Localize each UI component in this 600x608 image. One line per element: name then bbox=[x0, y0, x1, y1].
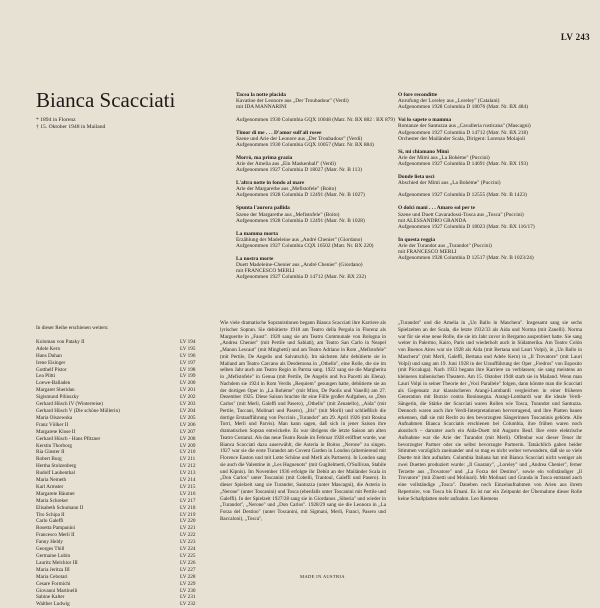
series-item bbox=[36, 353, 208, 360]
series-catalog-number: LV 212 bbox=[180, 463, 196, 470]
series-catalog-number: LV 210 bbox=[180, 449, 196, 456]
series-catalog-number: LV 221 bbox=[180, 525, 196, 532]
series-item bbox=[36, 429, 208, 436]
track-detail-line: Anrufung der Loreley aus „Loreley" (Catalani) bbox=[398, 98, 500, 105]
track-detail-line: Kavatine der Leonore aus „Der Troubadour" (Verdi) bbox=[236, 98, 349, 105]
series-item bbox=[36, 436, 208, 443]
track-detail-line: Aufgenommen 1930 Columbia GQX 10048 (Matr. Nr. BX 882 : BX 879) bbox=[236, 116, 395, 123]
artist-dates bbox=[36, 117, 105, 131]
series-item bbox=[36, 339, 208, 346]
track-detail-line: Szene und Duett Cavaradossi-Tosca aus „Tosca" (Puccini) bbox=[398, 211, 524, 218]
series-artist: Kerstin Thorborg bbox=[36, 442, 72, 449]
series-artist: Rosetta Pampanini bbox=[36, 525, 76, 532]
series-catalog-number: LV 196 bbox=[180, 352, 196, 359]
series-artist: Maria Cebotari bbox=[36, 573, 68, 580]
series-item bbox=[36, 518, 208, 525]
track-detail-line: Aufgenommen 1928 Columbia D 12491 (Matr. Nr. B 1027) bbox=[236, 192, 365, 199]
series-catalog-number: LV 224 bbox=[180, 546, 196, 553]
track-detail-line: Romanze der Santuzza aus „Cavalleria rusticana" (Mascagni) bbox=[398, 123, 531, 130]
series-catalog-number: LV 222 bbox=[180, 532, 196, 539]
biography-text-1: Wie viele dramatische Sopranistinnen begann Bianca Scacciati ihre Karriere als lyrischer Sopran. Sie debütierte 1918 am Teatro della Pergola in Florenz als Marguerite in „Faust". 1920 sang sie am Teatro Communale von Bologna in „Andrea Chenier" (mit Pertile und Sabiati), am Teatro San Carlo in Neapel „Manon Lescaut" (mit Minghetti) und am Teatro Adriano in Rom „Mefistofele" (mit Pertile, De Angelis und Salvatschi). Im nächsten Jahr debütierte sie in Mailand am Teatro Carcano als Desdemona in „Othello", eine Rolle, die sie im selben Jahr auch am Teatro Regio in Parma sang. 1922 sang sie die Margherita in „Mefistofele" in Genua (mit Pertile, De Angelis und Iva Pacetti als Elena). Nachdem sie 1924 in Rom Verdis „Requiem" gesungen hatte, debütierte sie an der dortigen Oper in „La Bohème" (mit Mion, De Paolis und Vanelli) am 27. Dezember 1925. Diese Saison brachte ihr eine Fülle großer Aufgaben, so „Don Carlos" (mit Merli, Galeffi und Pasero), „Othello" (mit Zenatello), „Aida" (mit Pertile, Taccani, Molinari und Pasero), „Iris" (mit Morli) und schließlich die dortige Erstaufführung von Puccinis „Turandot" am 29. April 1926 (mit Rosina Torri, Merli und Parvis). Man kann sagen, daß sich in jener Saison ihre dramatischen Sopran entwickelte. Es war übrigens die letzte Saison am alten Teatro Costanzi. Als das neue Teatro Reale im Februar 1928 eröffnet wurde, war Bianca Scacciati dazu auserwählt, die Asteria in Boitos „Nerone" zu singen. 1927 war sie die erste Turandot am Covent Garden in London (alternierend mit Florence Easton und mit Lotte Schöne und Merli als Partnern). In London sang sie auch die Valentine in „Les Huguenots" (mit Guglielmetti, O'Sullivan, Stabile und Kipnis). Im November 1936 erfolgte ihr Debüt an der Mailänder Scala in „Don Carlos" unter Toscanini (mit Cobelli, Trantoul, Galeffi und Pasero). In dieser Spielzeit sang sie Turandot, Santuzza (unter Mascagni), die Asteria in „Nerone" (unter Toscanini) und Tosca (ebenfalls unter Toscanini mit Pertile und Galeffi). In der Spielzeit 1927/28 sang sie in Giordanos „Siberia" und wieder in „Turandot", „Nerone" und „Don Carlos". 1928/29 sang sie die Leonora in „La Forza del Destino" (unter Toscanini, mit Sigmani, Merli, Franci, Pasero und Baccaloni), „Tosca", bbox=[220, 320, 386, 522]
series-artist: Walther Ludwig bbox=[36, 601, 70, 608]
series-artist: Maria Schreker bbox=[36, 497, 69, 504]
track-entry bbox=[398, 205, 588, 230]
track-detail-line: Szene und Arie der Leonore aus „Der Troubadour" (Verdi) bbox=[236, 135, 363, 142]
series-catalog-number: LV 208 bbox=[180, 435, 196, 442]
track-detail-line: Szene der Margarethe aus „Mefistofele" (Boito) bbox=[236, 211, 340, 218]
track-detail-line: Aufgenommen 1928 Columbia D 12517 (Matr. Nr. B 1023/24) bbox=[398, 255, 534, 262]
series-catalog-number: LV 215 bbox=[180, 483, 196, 490]
track-entry bbox=[398, 174, 588, 199]
series-item bbox=[36, 387, 208, 394]
track-detail-line: mit IDA MANNARINI bbox=[236, 104, 287, 111]
series-item bbox=[36, 594, 208, 601]
series-catalog-number: LV 232 bbox=[180, 601, 196, 608]
series-catalog-number: LV 227 bbox=[180, 566, 196, 573]
series-item bbox=[36, 560, 208, 567]
track-detail-line: Aufgenommen 1927 Columbia CQX 16502 (Matr. Nr. BX 220) bbox=[236, 242, 374, 249]
series-artist: Gerhard Hüsch IV (Winterreise) bbox=[36, 401, 103, 408]
track-entry bbox=[398, 92, 588, 110]
track-detail-line: Duett Madeleine-Chenier aus „André Chenier" (Giordano) bbox=[236, 262, 363, 269]
series-item bbox=[36, 422, 208, 429]
series-item bbox=[36, 415, 208, 422]
series-artist: Sabine Kalter bbox=[36, 594, 65, 601]
track-title: Timor di me . . . D'amor sull'ali rosee bbox=[236, 129, 322, 136]
series-artist: Maria Olszewska bbox=[36, 414, 73, 421]
series-catalog-number: LV 216 bbox=[180, 490, 196, 497]
series-artist: Irene Eisinger bbox=[36, 359, 66, 366]
track-list-left bbox=[236, 92, 416, 287]
series-catalog-number: LV 228 bbox=[180, 573, 196, 580]
series-item bbox=[36, 477, 208, 484]
track-entry bbox=[398, 117, 588, 142]
series-artist: Karl Armster bbox=[36, 483, 64, 490]
track-detail-line: Arie der Mimì aus „La Bohème" (Puccini) bbox=[398, 154, 490, 161]
track-entry bbox=[236, 205, 416, 223]
series-artist: Maria Jeritza III bbox=[36, 566, 70, 573]
series-item bbox=[36, 505, 208, 512]
series-item bbox=[36, 380, 208, 387]
series-catalog-number: LV 230 bbox=[180, 587, 196, 594]
series-artist: Maria Nemeth bbox=[36, 477, 67, 484]
track-title: La mamma morta bbox=[236, 230, 278, 237]
series-artist: Rudolf Laubenthal bbox=[36, 470, 76, 477]
made-in-label: MADE IN AUSTRIA bbox=[300, 574, 345, 579]
series-artist: Georges Thill bbox=[36, 546, 65, 553]
track-detail-line: Orchester der Mailänder Scala, Dirigent: Lorenzo Molajoli bbox=[398, 135, 526, 142]
track-detail-line: Aufgenommen 1928 Columbia D 12491 (Matr. Nr. B 1028) bbox=[236, 217, 365, 224]
series-items bbox=[36, 339, 208, 608]
track-detail-line: mit FRANCESCO MERLI bbox=[398, 249, 457, 256]
series-catalog-number: LV 214 bbox=[180, 477, 196, 484]
track-detail-line: Aufgenommen 1927 Columbia D 18023 (Matr. Nr. BX 116/17) bbox=[398, 223, 535, 230]
series-artist: Koloman von Pataky II bbox=[36, 338, 85, 345]
track-detail-line: Arie der Amelia aus „Ein Maskenball" (Verdi) bbox=[236, 161, 336, 167]
series-item bbox=[36, 588, 208, 595]
track-detail-line: Aufgenommen 1928 Columbia D 18076 (Matr. Nr. BX 484) bbox=[398, 104, 528, 111]
series-item bbox=[36, 346, 208, 353]
track-entry bbox=[236, 155, 416, 173]
biography-text-2 bbox=[398, 320, 582, 502]
track-title: Sì, mi chiamano Mimì bbox=[398, 148, 449, 155]
series-artist: Franz Völker II bbox=[36, 421, 69, 428]
track-title: La nostra morte bbox=[236, 255, 274, 262]
series-catalog-number: LV 197 bbox=[180, 359, 196, 366]
track-detail-line: Aufgenommen 1927 Columbia D 14712 (Matr. Nr. BX 232) bbox=[236, 274, 366, 281]
biography-column-2 bbox=[398, 320, 582, 502]
series-item bbox=[36, 367, 208, 374]
track-title: O fore reconditte bbox=[398, 92, 438, 98]
track-title: Morrò, ma prima grazia bbox=[236, 154, 293, 161]
series-catalog-number: LV 209 bbox=[180, 442, 196, 449]
series-artist: Loewe-Balladen bbox=[36, 380, 71, 387]
series-artist: Sigismund Pilinszky bbox=[36, 394, 79, 401]
signature: Leo Riemens bbox=[470, 495, 499, 502]
series-item bbox=[36, 532, 208, 539]
series-catalog-number: LV 231 bbox=[180, 594, 196, 601]
series-catalog-number: LV 204 bbox=[180, 407, 196, 414]
series-catalog-number: LV 225 bbox=[180, 553, 196, 559]
series-item bbox=[36, 574, 208, 581]
series-catalog-number: LV 205 bbox=[180, 414, 196, 421]
track-entry bbox=[398, 149, 588, 167]
series-item bbox=[36, 443, 208, 450]
track-title: Tacea la notte placida bbox=[236, 92, 286, 98]
track-entry bbox=[236, 130, 416, 148]
biography-column-1 bbox=[220, 320, 386, 523]
series-artist: Lauritz Melchior III bbox=[36, 559, 78, 566]
track-title: O dolci mani . . . Amaro sol per te bbox=[398, 205, 476, 212]
birth-line: * 1894 in Florenz bbox=[36, 117, 76, 123]
series-artist: Tito Schipa II bbox=[36, 511, 65, 518]
track-detail-line: Arie der Turandot aus „Turandot" (Puccini) bbox=[398, 242, 492, 249]
series-artist: Gerhard Hüsch - Hans Pfitzner bbox=[36, 435, 101, 442]
series-list bbox=[36, 325, 208, 608]
series-artist: Carlo Galeffi bbox=[36, 518, 64, 525]
series-artist: Gotthelf Pistor bbox=[36, 366, 67, 373]
series-item bbox=[36, 525, 208, 532]
series-item bbox=[36, 360, 208, 367]
series-item bbox=[36, 449, 208, 456]
series-catalog-number: LV 223 bbox=[180, 539, 196, 546]
series-catalog-number: LV 200 bbox=[180, 380, 196, 387]
series-artist: Elisabeth Schumann II bbox=[36, 504, 84, 511]
series-catalog-number: LV 207 bbox=[180, 428, 196, 435]
series-artist: Margaret Sheridan bbox=[36, 387, 75, 394]
series-catalog-number: LV 203 bbox=[180, 401, 196, 408]
track-detail-line: Aufgenommen 1927 Columbia D 12555 (Matr. Nr. B 1423) bbox=[398, 192, 527, 199]
series-catalog-number: LV 229 bbox=[180, 580, 196, 587]
series-catalog-number: LV 195 bbox=[180, 345, 196, 352]
track-entry bbox=[398, 237, 588, 262]
track-title: L'altra notte in fondo al mare bbox=[236, 180, 305, 187]
series-item bbox=[36, 601, 208, 608]
track-title: Voi lo sapete o mamma bbox=[398, 117, 452, 124]
series-artist: Robert Burg bbox=[36, 456, 62, 463]
series-catalog-number: LV 213 bbox=[180, 470, 196, 477]
series-item bbox=[36, 373, 208, 380]
series-catalog-number: LV 218 bbox=[180, 504, 196, 511]
track-entry bbox=[236, 256, 416, 281]
track-entry bbox=[236, 180, 416, 198]
series-item bbox=[36, 470, 208, 477]
track-entry bbox=[236, 231, 416, 249]
series-catalog-number: LV 220 bbox=[180, 518, 196, 525]
track-entry bbox=[236, 92, 416, 123]
track-detail-line: Aufgenommen 1927 Columbia D 14691 (Matr. Nr. BX 193) bbox=[398, 161, 528, 167]
series-artist: Lea Piltti bbox=[36, 373, 56, 380]
series-artist: Giovanni Martinelli bbox=[36, 587, 78, 594]
series-item bbox=[36, 498, 208, 505]
death-line: † 15. Oktober 1948 in Mailand bbox=[36, 124, 106, 131]
series-item bbox=[36, 456, 208, 463]
series-artist: Francesco Merli II bbox=[36, 532, 75, 539]
series-artist: Adele Kern bbox=[36, 345, 61, 352]
track-detail-line: Abschied der Mimì aus „La Bohème" (Puccini) bbox=[398, 180, 501, 187]
series-item bbox=[36, 408, 208, 415]
series-artist: Ria Ginster II bbox=[36, 449, 65, 456]
biography-text-2-body: „Turandot" und die Amelia in „Un Ballo in Maschera". Insgesamt sang sie sechs Spielzeiten an der Scala, die letzte 1932/33 als Aida und Norma (mit Zanelli). Norma war für sie eine neue Rolle, die sie im Jahr zuvor in Bergamo ausprobiert hatte. Sie sang weiter in Palermo, Kairo, Paris und wiederholt auch in Südamerika. Am Teatro Colón von Buenos Aires war sie 1928 als Aida (mit Bertana und Lauri Volpi), in „Un Ballo in Maschera" (mit Merli, Galeffi, Bertana und Adele Kern) in „Il Trovatore" (mit Lauri Volpi) und sang am 19. Juni 1928 in der Uraufführung der Oper „Fredros" von Esposito (mit Piccaluga). Nach 1933 begann ihre Karriere zu verblassen; sie sang meistens an kleineren italienischen Theatern. Am 15. Oktober 1948 starb sie in Mailand. Wenn man Lauri Volpi in seiner Theorie der „Voci Parallele" folgen, dann könnte man die Scacciati als Gegensatz zur klassischeren Arangi-Lombardi vergleichen in einer früheren Generation mit Burzio contra Boninsegna. Arangi-Lombardi war die ideale Verdi-Sängerin, die Stärke der Scacciati waren Rollen wie Tosca, Turandot und Santuzza. Dennoch waren auch ihre Verdi-Interpretationen hervorragend, und ihre Platten bauen erkennen, daß sie mit Recht zu den bevorzugten Sängerinnen Toscaninis gehörte. Alle Aufnahmen Bianca Scacciatis erschienen bei Columbia, ihre frühen waren noch akustisch – darunter auch ein Aida-Duett mit Augusto Beuf. Ihre erste elektrische Aufnahme war die Arie der Turandot (mit Merli). Offenbar war dieser Tenor ihr bevorzugter Partner oder sie selbst bevorzugte Partnerin. Tatsächlich gaben beider Stimmen vorzüglich zueinander und so mag es nicht weiter verwundern, daß sie so viele Duette mit ihm aufnahm. Columbia Italiana hat mit Bianca Scacciati nicht weniger als zwei Duetten produziert wurde: „Il Guarany", „Loreley" und „Andrea Chenier", ferner Terzette aus „Trovatore" und „La Forza del Destino", sowie ein vollständiger „Il Trovatore" (mit Zinetti und Molinari). Mit Molinari und Granda in Tosca entstand auch eine vollständige „Tosca". Daneben noch Einzelaufnahmen von Arien aus ihrem Repertoire, von Tosca bis Ernani. Es ist nur ein Zeitpunkt der Übernahme dieser Rolle keine Schallplatten mehr aufnahm. bbox=[398, 320, 582, 502]
series-catalog-number: LV 194 bbox=[180, 338, 196, 345]
series-artist: Margarete Bäumer bbox=[36, 490, 75, 497]
series-artist: Gerhard Hüsch V (Die schöne Müllerin) bbox=[36, 407, 120, 414]
series-catalog-number: LV 217 bbox=[180, 497, 196, 504]
track-detail-line: Aufgenommen 1927 Columbia D 14712 (Matr. Nr. BX 218) bbox=[398, 129, 528, 136]
series-item bbox=[36, 581, 208, 588]
track-detail-line: mit ALESSANDRO GRANDA bbox=[398, 217, 467, 224]
track-detail-line: Aufgenommen 1930 Columbia GQX 10057 (Matr. Nr. BX 884) bbox=[236, 141, 374, 148]
catalog-number: LV 243 bbox=[560, 32, 590, 42]
track-detail-line: Arie der Margarethe aus „Mefistofele" (Boito) bbox=[236, 186, 337, 193]
track-detail-line: Erzählung der Madeleine aus „André Chenier" (Giordano) bbox=[236, 236, 363, 243]
track-detail-line: Aufgenommen 1927 Columbia D 18027 (Matr. Nr. B 113) bbox=[236, 167, 362, 174]
series-catalog-number: LV 201 bbox=[180, 387, 196, 394]
series-artist: Germaine Lubin bbox=[36, 553, 71, 559]
series-heading: In dieser Reihe erschienen weiters: bbox=[36, 325, 109, 331]
series-catalog-number: LV 202 bbox=[180, 394, 196, 401]
track-title: In questa reggia bbox=[398, 236, 436, 243]
series-artist: Hertha Stolzenberg bbox=[36, 463, 77, 470]
series-artist: Hans Duhan bbox=[36, 352, 62, 359]
series-item bbox=[36, 491, 208, 498]
series-item bbox=[36, 546, 208, 553]
track-list-right bbox=[398, 92, 588, 268]
series-artist: Fanny Heldy bbox=[36, 539, 63, 546]
track-title: Spunta l'aurora pallida bbox=[236, 205, 290, 212]
series-item bbox=[36, 401, 208, 408]
series-artist: Margarete Klose II bbox=[36, 428, 76, 435]
track-detail-line: mit FRANCESCO MERLI bbox=[236, 268, 295, 275]
series-item bbox=[36, 539, 208, 546]
series-catalog-number: LV 199 bbox=[180, 373, 196, 380]
series-item bbox=[36, 484, 208, 491]
artist-name: Bianca Scacciati bbox=[36, 88, 176, 112]
series-catalog-number: LV 219 bbox=[180, 511, 196, 518]
series-catalog-number: LV 211 bbox=[180, 456, 196, 463]
series-catalog-number: LV 206 bbox=[180, 421, 196, 428]
series-artist: Cesare Formichi bbox=[36, 580, 71, 587]
series-catalog-number: LV 226 bbox=[180, 559, 196, 566]
series-item bbox=[36, 567, 208, 574]
series-item bbox=[36, 553, 208, 560]
series-catalog-number: LV 198 bbox=[180, 366, 196, 373]
track-title: Donde lieta usci bbox=[398, 173, 435, 180]
